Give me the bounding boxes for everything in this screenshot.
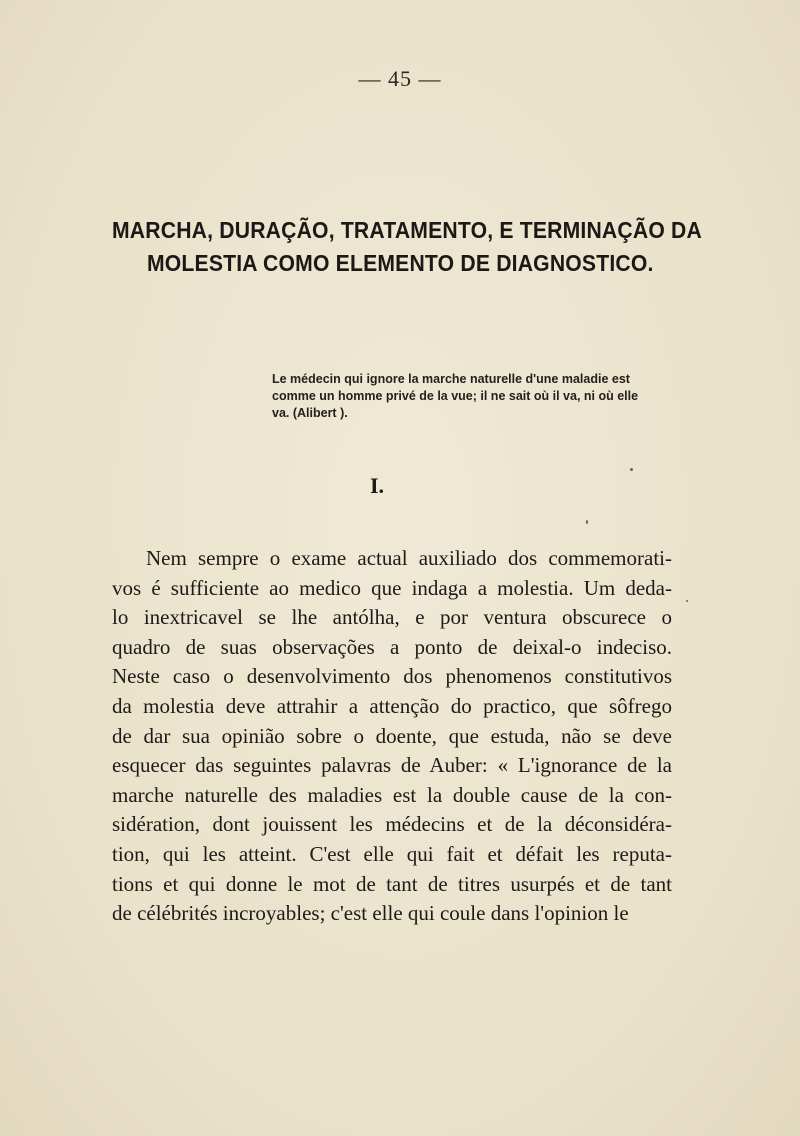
body-line: tion, qui les atteint. C'est elle qui fait et défait les reputa- [112, 841, 672, 866]
body-line: tions et qui donne le mot de tant de titres usurpés et de tant [112, 871, 672, 896]
section-number: I. [370, 473, 385, 498]
body-line: de dar sua opinião sobre o doente, que estuda, não se deve [112, 723, 672, 748]
body-paragraph [112, 544, 672, 929]
chapter-title [112, 214, 702, 280]
epigraph-line-2: comme un homme privé de la vue; il ne sait où il va, ni où elle [272, 389, 639, 403]
body-line: Nem sempre o exame actual auxiliado dos commemorati- [146, 546, 672, 570]
body-line: de célébrités incroyables; c'est elle qui coule dans l'opinion le [112, 901, 629, 926]
body-line: sidération, dont jouissent les médecins et de la déconsidéra- [112, 812, 672, 837]
print-speck [686, 600, 688, 602]
epigraph-line-1: Le médecin qui ignore la marche naturelle d'une maladie est [272, 372, 630, 386]
page-number: — 45 — [358, 66, 442, 91]
chapter-title-line-2: MOLESTIA COMO ELEMENTO DE DIAGNOSTICO. [146, 250, 654, 276]
body-line: lo inextricavel se lhe antólha, e por ventura obscurece o [112, 605, 672, 630]
body-line: marche naturelle des maladies est la double cause de la con- [112, 782, 672, 807]
body-line: da molestia deve attrahir a attenção do practico, que sôfrego [112, 693, 672, 718]
body-line: esquecer das seguintes palavras de Auber: « L'ignorance de la [112, 753, 672, 778]
body-line: quadro de suas observações a ponto de deixal-o indeciso. [112, 634, 672, 659]
print-speck [586, 520, 588, 524]
print-speck [630, 468, 633, 471]
chapter-title-line-1: MARCHA, DURAÇÃO, TRATAMENTO, E TERMINAÇÃO DA [112, 217, 702, 243]
epigraph-line-3: va. (Alibert ). [272, 406, 348, 420]
body-line: Neste caso o desenvolvimento dos phenomenos constitutivos [112, 664, 672, 689]
epigraph-quote [272, 371, 702, 422]
body-line: vos é sufficiente ao medico que indaga a molestia. Um deda- [112, 575, 672, 600]
